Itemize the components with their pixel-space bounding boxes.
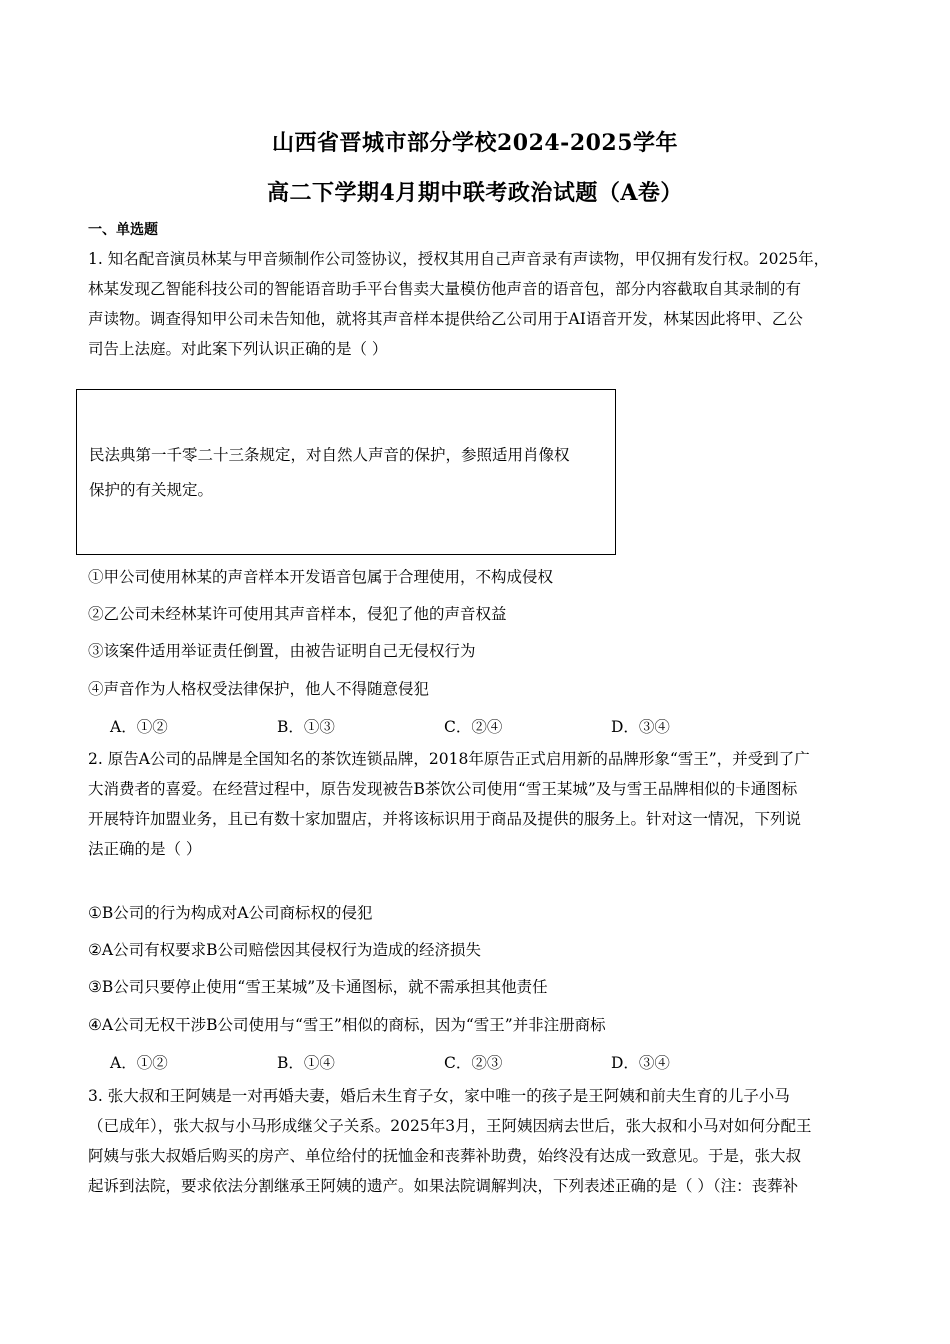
option-c[interactable]: C．②③ bbox=[444, 1054, 503, 1072]
option-d[interactable]: D．③④ bbox=[611, 718, 670, 736]
section-heading: 一、单选题 bbox=[88, 222, 158, 238]
question-1-stem-line: 司告上法庭。对此案下列认识正确的是（ ） bbox=[88, 340, 388, 358]
question-1-statement-4: ④声音作为人格权受法律保护，他人不得随意侵犯 bbox=[88, 680, 430, 698]
option-b[interactable]: B．①④ bbox=[277, 1054, 335, 1072]
question-1-stem-line: 声读物。调查得知甲公司未告知他，就将其声音样本提供给乙公司用于AI语音开发，林某因此将甲、乙公 bbox=[88, 310, 803, 328]
option-a[interactable]: A．①② bbox=[110, 718, 168, 736]
question-1-statement-1: ①甲公司使用林某的声音样本开发语音包属于合理使用，不构成侵权 bbox=[88, 568, 554, 586]
material-text bbox=[89, 438, 609, 508]
question-1-statement-2: ②乙公司未经林某许可使用其声音样本，侵犯了他的声音权益 bbox=[88, 605, 507, 623]
question-3-stem-line: （已成年），张大叔与小马形成继父子关系。2025年3月，王阿姨因病去世后，张大叔和小马对如何分配王 bbox=[88, 1117, 812, 1135]
question-3-stem bbox=[88, 1081, 868, 1201]
question-2-stem-line: 大消费者的喜爱。在经营过程中，原告发现被告B茶饮公司使用“雪王某城”及与雪王品牌相似的卡通图标 bbox=[88, 780, 798, 798]
question-2-stem-line: 开展特许加盟业务，且已有数十家加盟店，并将该标识用于商品及提供的服务上。针对这一情况，下列说 bbox=[88, 810, 802, 828]
question-2-statement-2: ②A公司有权要求B公司赔偿因其侵权行为造成的经济损失 bbox=[88, 941, 481, 959]
question-3-stem-line: 3. 张大叔和王阿姨是一对再婚夫妻，婚后未生育子女，家中唯一的孩子是王阿姨和前夫生育的儿子小马 bbox=[88, 1087, 790, 1105]
question-2-options bbox=[110, 1051, 778, 1073]
option-d[interactable]: D．③④ bbox=[611, 1054, 670, 1072]
question-1-stem-line: 1. 知名配音演员林某与甲音频制作公司签协议，授权其用自己声音录有声读物，甲仅拥有发行权。2025年， bbox=[88, 250, 830, 268]
question-2-statement-1: ①B公司的行为构成对A公司商标权的侵犯 bbox=[88, 904, 373, 922]
question-2-statement-3: ③B公司只要停止使用“雪王某城”及卡通图标，就不需承担其他责任 bbox=[88, 978, 548, 996]
material-line: 民法典第一千零二十三条规定，对自然人声音的保护，参照适用肖像权 bbox=[89, 446, 570, 464]
material-box bbox=[76, 389, 616, 555]
page-title-line1: 山西省晋城市部分学校2024-2025学年 bbox=[271, 130, 679, 156]
option-a[interactable]: A．①② bbox=[110, 1054, 168, 1072]
question-3-stem-line: 阿姨与张大叔婚后购买的房产、单位给付的抚恤金和丧葬补助费，始终没有达成一致意见。于是，张大叔 bbox=[88, 1147, 802, 1165]
question-1-stem-line: 林某发现乙智能科技公司的智能语音助手平台售卖大量模仿他声音的语音包，部分内容截取自其录制的有 bbox=[88, 280, 802, 298]
question-1-options bbox=[110, 715, 778, 737]
page-title-line2: 高二下学期4月期中联考政治试题（A卷） bbox=[267, 180, 683, 206]
question-2-stem-line: 法正确的是（ ） bbox=[88, 840, 202, 858]
material-line: 保护的有关规定。 bbox=[89, 481, 214, 499]
question-1-statement-3: ③该案件适用举证责任倒置，由被告证明自己无侵权行为 bbox=[88, 642, 476, 660]
question-3-stem-line: 起诉到法院，要求依法分割继承王阿姨的遗产。如果法院调解判决，下列表述正确的是（ ）（注：丧葬补 bbox=[88, 1177, 799, 1195]
question-2-stem bbox=[88, 744, 868, 864]
question-2-stem-line: 2. 原告A公司的品牌是全国知名的茶饮连锁品牌，2018年原告正式启用新的品牌形象“雪王”，并受到了广 bbox=[88, 750, 810, 768]
option-b[interactable]: B．①③ bbox=[277, 718, 335, 736]
question-1-stem bbox=[88, 244, 868, 364]
option-c[interactable]: C．②④ bbox=[444, 718, 503, 736]
question-2-statement-4: ④A公司无权干涉B公司使用与“雪王”相似的商标，因为“雪王”并非注册商标 bbox=[88, 1016, 606, 1034]
